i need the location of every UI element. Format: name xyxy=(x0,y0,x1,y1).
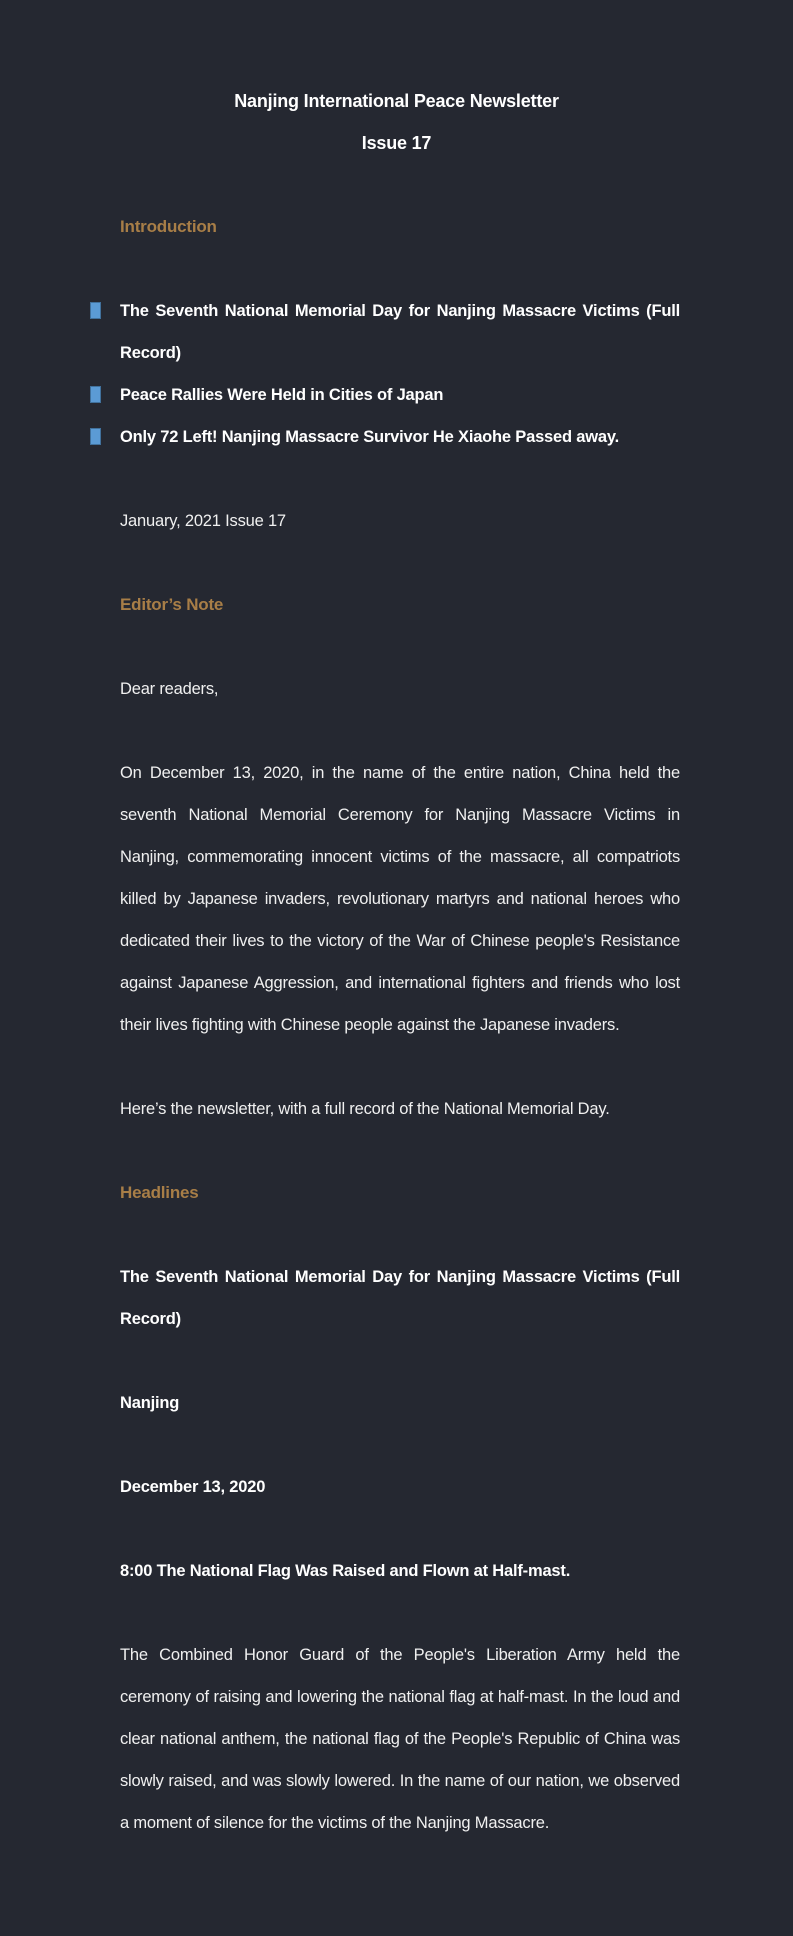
article-date: December 13, 2020 xyxy=(120,1478,266,1496)
list-item-label: The Seventh National Memorial Day for Nanjing Massacre Victims (Full Record) xyxy=(120,302,680,362)
contents-list xyxy=(120,290,680,458)
bullet-square-icon xyxy=(90,302,101,319)
article-paragraph: The Combined Honor Guard of the People's Liberation Army held the ceremony of raising and lowering the national flag at half-mast. In the loud and clear national anthem, the national flag of the People's Republic of China was slowly raised, and was slowly lowered. In the name of our nation, we observed a moment of silence for the victims of the Nanjing Massacre. xyxy=(120,1646,680,1832)
editors-note-closing: Here’s the newsletter, with a full record of the National Memorial Day. xyxy=(120,1100,610,1118)
article-title: The Seventh National Memorial Day for Nanjing Massacre Victims (Full Record) xyxy=(120,1268,680,1328)
document-body xyxy=(120,206,680,1844)
issue-number: Issue 17 xyxy=(361,133,432,153)
introduction-heading: Introduction xyxy=(120,217,217,236)
page-title: Nanjing International Peace Newsletter xyxy=(234,91,559,111)
bullet-square-icon xyxy=(90,386,101,403)
article-location: Nanjing xyxy=(120,1394,180,1412)
list-item-label: Peace Rallies Were Held in Cities of Japan xyxy=(120,386,444,404)
list-item xyxy=(120,374,680,416)
article-subheading: 8:00 The National Flag Was Raised and Flown at Half-mast. xyxy=(120,1562,571,1580)
issue-date-line: January, 2021 Issue 17 xyxy=(120,512,286,530)
salutation: Dear readers, xyxy=(120,680,219,698)
list-item xyxy=(120,290,680,374)
list-item xyxy=(120,416,680,458)
editors-note-paragraph: On December 13, 2020, in the name of the entire nation, China held the seventh National Memorial Ceremony for Nanjing Massacre Victims in Nanjing, commemorating innocent victims of the massacre, all compatriots killed by Japanese invaders, revolutionary martyrs and national heroes who dedicated their lives to the victory of the War of Chinese people's Resistance against Japanese Aggression, and international fighters and friends who lost their lives fighting with Chinese people against the Japanese invaders. xyxy=(120,764,680,1034)
editors-note-heading: Editor’s Note xyxy=(120,595,224,614)
bullet-square-icon xyxy=(90,428,101,445)
list-item-label: Only 72 Left! Nanjing Massacre Survivor He Xiaohe Passed away. xyxy=(120,428,619,446)
headlines-heading: Headlines xyxy=(120,1183,199,1202)
